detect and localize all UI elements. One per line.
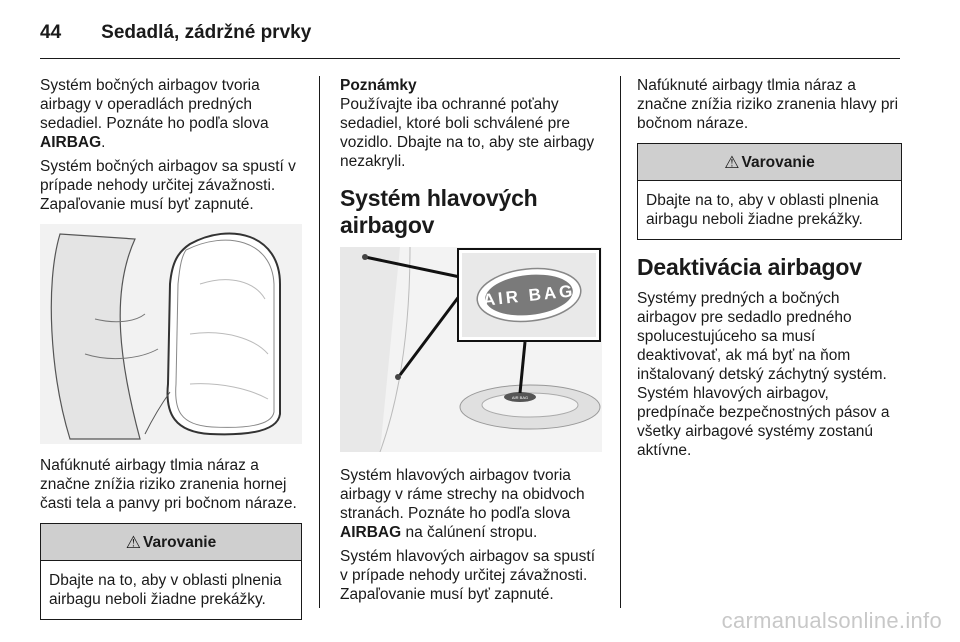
notes-title: Poznámky (340, 77, 417, 94)
airbag-keyword: AIRBAG (40, 134, 102, 151)
warning-text: Dbajte na to, aby v oblasti plnenia airbagu neboli žiadne prekážky. (49, 572, 282, 608)
page-title: Sedadlá, zádržné prvky (101, 22, 312, 43)
notes-text: Používajte iba ochranné poťahy sedadiel, ktoré boli schválené pre vozidlo. Dbajte na to, aby ste airbagy nezakryli. (340, 96, 595, 170)
paragraph-text: Systém hlavových airbagov tvoria airbagy v ráme strechy na obidvoch stranách. Poznáte ho podľa slova (340, 467, 585, 522)
column-1 (40, 76, 302, 620)
paragraph: Systém bočných airbagov sa spustí v prípade nehody určitej závažnosti. Zapaľovanie musí byť zapnuté. (40, 158, 296, 213)
head-airbag-illustration (340, 247, 602, 452)
side-airbag-illustration (40, 224, 302, 444)
warning-text: Dbajte na to, aby v oblasti plnenia airbagu neboli žiadne prekážky. (646, 192, 879, 228)
paragraph: Systémy predných a bočných airbagov pre sedadlo predného spolucestujúceho sa musí deaktivovať, ak má byť na ňom inštalovaný detský záchytný systém. Systém hlavových airbagov, predpínače bezpečnostných pásov a všetky airbagové systémy zostanú aktívne. (637, 290, 890, 459)
warning-title: Varovanie (143, 533, 217, 551)
paragraph: Nafúknuté airbagy tlmia náraz a značne znížia riziko zranenia hornej časti tela a panvy pri bočnom náraze. (40, 457, 297, 512)
column-3 (637, 76, 902, 465)
paragraph-tail: na čalúnení stropu. (405, 524, 538, 541)
small-airbag-label: AIR BAG (511, 395, 529, 400)
page-header (40, 22, 311, 42)
warning-header (41, 524, 301, 561)
page-number: 44 (40, 22, 62, 43)
warning-box (40, 523, 302, 620)
column-divider (620, 76, 621, 608)
paragraph (40, 76, 302, 152)
paragraph: Systém hlavových airbagov sa spustí v prípade nehody určitej závažnosti. Zapaľovanie musí byť zapnuté. (340, 548, 596, 603)
warning-header (638, 144, 901, 181)
airbag-keyword: AIRBAG (340, 524, 402, 541)
paragraph-tail: . (101, 134, 106, 151)
column-2 (340, 76, 605, 609)
header-rule (40, 58, 900, 59)
paragraph: Nafúknuté airbagy tlmia náraz a značne znížia riziko zranenia hlavy pri bočnom náraze. (637, 77, 899, 132)
warning-title: Varovanie (741, 153, 815, 171)
warning-triangle-icon: ⚠ (724, 152, 740, 172)
section-title-head-airbags: Systém hlavových airbagov (340, 185, 538, 238)
paragraph-text: Systém bočných airbagov tvoria airbagy v operadlách predných sedadiel. Poznáte ho podľa slova (40, 77, 269, 132)
section-title-deactivation: Deaktivácia airbagov (637, 254, 862, 280)
warning-box (637, 143, 902, 240)
airbag-label: AIR BAG (481, 281, 577, 310)
watermark: carmanualsonline.info (721, 608, 942, 633)
column-divider (319, 76, 320, 608)
warning-triangle-icon: ⚠ (125, 532, 141, 552)
paragraph (340, 466, 605, 542)
